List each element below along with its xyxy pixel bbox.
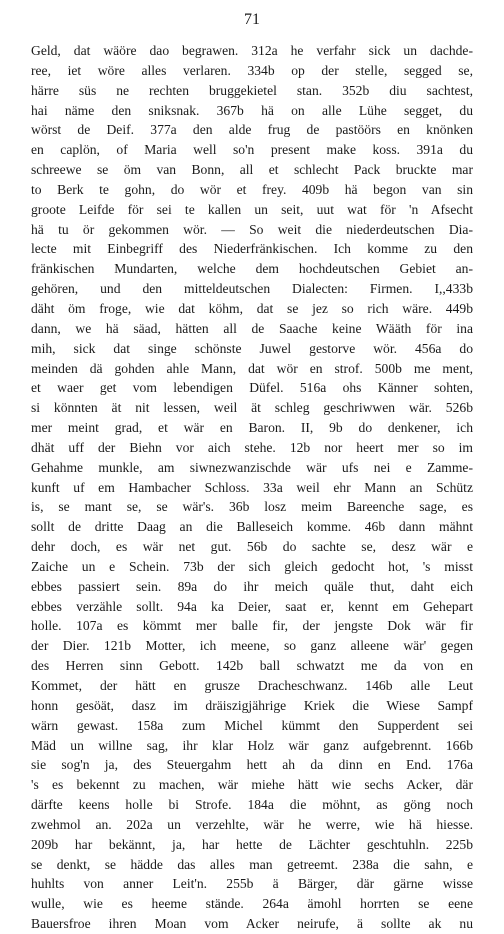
body-text — [31, 41, 473, 934]
text-line: si könnten ät nit lessen, weil ät schleg geschriwwen wär. 526b — [31, 400, 473, 416]
text-line: lecte mit Einbegriff des Niederfränkischen. Ich komme zu den — [31, 241, 473, 257]
text-line: ebbes passiert sein. 89a do ihr meich quäle thut, daht eich — [31, 578, 473, 594]
text-line: holle. 107a es kömmt mer balle fir, der jengste Dok wär fir — [31, 618, 473, 634]
text-line: Mäd un willne sag, ihr klar Holz wär ganz aufgebrennt. 166b — [31, 737, 473, 753]
text-line: däht öm froge, wie dat köhm, dat se jez so rich wäre. 449b — [31, 300, 473, 316]
text-line: hä tu ör gekommen wör. — So weit die niederdeutschen Dia- — [31, 221, 473, 237]
text-line: des Herren sinn Gebott. 142b ball schwatzt me da von en — [31, 658, 473, 674]
page-number: 71 — [244, 11, 260, 28]
text-line: sollt de dritte Daag an die Balleseich komme. 46b dann mähnt — [31, 519, 473, 535]
text-line: der Dier. 121b Motter, ich meene, so ganz alleene wär' gegen — [31, 638, 473, 654]
text-line: Bauersfroe ihren Moan vom Acker neirufe, ä sollte ak nu — [31, 916, 473, 932]
text-line: groote Leifde för sei te kallen un seit, uut wat för 'n Afsecht — [31, 201, 473, 217]
text-line: Gehahme munkle, am siwnezwanzischde wär ufs nei e Zamme- — [31, 459, 473, 475]
text-line: huhlts von anner Leit'n. 255b ä Bärger, där gärne wisse — [31, 876, 473, 892]
text-line: en caplön, of Maria well so'n present make koss. 391a du — [31, 142, 473, 158]
text-line: därfte keens holle bi Strofe. 184a die möhnt, as göng noch — [31, 797, 473, 813]
text-line: se denkt, se hädde das alles man getreemt. 238a die sahn, e — [31, 856, 473, 872]
text-line: wörst de Deif. 377a den alde frug de pastöörs en knönken — [31, 122, 473, 138]
text-line: Zaiche un e Schein. 73b der sich gleich gedocht hot, 's misst — [31, 558, 473, 574]
text-line: Kommet, der hätt en grusze Dracheschwanz. 146b alle Leut — [31, 678, 473, 693]
text-line: fränkischen Mundarten, welche dem hochdeutschen Gebiet an- — [31, 261, 473, 277]
text-line: zwehmol an. 202a un verzehlte, wär he werre, wie hä hiesse. — [31, 816, 473, 832]
text-line: 's es bekennt zu machen, wär miehe hätt wie sechs Acker, där — [31, 777, 473, 793]
text-line: wärn gewast. 158a zum Michel kümmt den Supperdent sei — [31, 717, 473, 733]
text-line: to Berk te gohn, do wör et frey. 409b hä begon van sin — [31, 181, 473, 197]
text-line: meinden dä gohden ahle Mann, dat wör en strof. 500b me ment, — [31, 360, 473, 376]
text-line: 209b har bekännt, ja, har hette de Lächter geschtuhln. 225b — [31, 836, 473, 852]
text-line: mer meint grad, et wär en Baron. II, 9b do denkener, ich — [31, 420, 473, 436]
text-line: schreewe se öm van Bonn, all et schlecht Pack bruckte mar — [31, 162, 473, 178]
text-line: härre süs ne rechten bruggekietel stan. 352b diu sachtest, — [31, 82, 473, 98]
text-line: sie sog'n ja, des Steuergahm hett ah da dinn en End. 176a — [31, 757, 473, 773]
text-line: gehören, und den mitteldeutschen Dialecten: Firmen. I,,433b — [31, 281, 473, 297]
text-line: ebbes verzähle sollt. 94a ka Deier, saat er, kennt em Gehepart — [31, 598, 473, 614]
text-line: et waer get vom lebendigen Düfel. 516a ohs Känner sohten, — [31, 380, 473, 396]
text-line: dann, we hä säad, hätten all de Saache keine Wääth för ina — [31, 320, 473, 336]
text-line: wulle, wie es heeme stände. 264a ämohl horrten se eene — [31, 896, 473, 912]
text-line: honn gesöät, dasz im dräiszigjährige Kriek die Wiese Sampf — [31, 697, 473, 713]
text-line: Geld, dat wäöre dao begrawen. 312a he verfahr sick un dachde- — [31, 43, 473, 58]
text-line: mih, sick dat singe schönste Juwel gestorve wör. 456a do — [31, 340, 473, 356]
text-line: dhät uff der Biehn vor aich stehe. 12b nor heert mer so im — [31, 439, 473, 455]
text-line: hai näme den sniksnak. 367b hä on alle Lühe segget, du — [31, 102, 473, 118]
text-line: kunft uf em Hambacher Schloss. 33a weil ehr Mann an Schütz — [31, 479, 473, 495]
text-line: is, se mant se, se wär's. 36b losz meim Bareenche sage, es — [31, 499, 473, 515]
text-line: ree, iet wöre alles verlaren. 334b op der stelle, segged se, — [31, 62, 473, 78]
text-line: dehr doch, es wär net gut. 56b do sachte se, desz wär e — [31, 539, 473, 555]
